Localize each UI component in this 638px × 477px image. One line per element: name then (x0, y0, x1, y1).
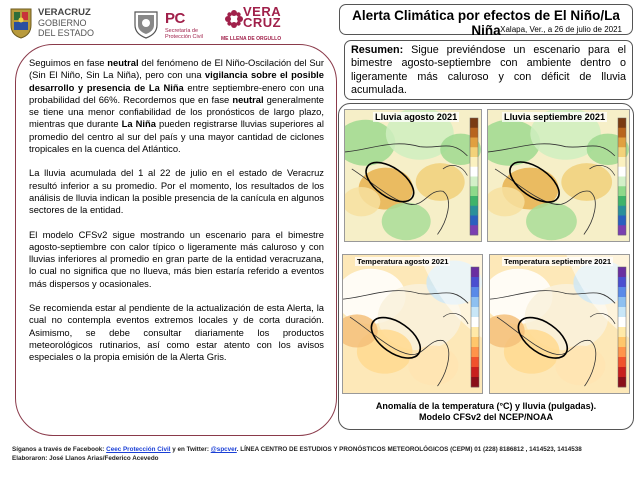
temperature-anomaly-map-image (490, 255, 629, 393)
paragraph-run: Seguimos en fase (29, 57, 108, 68)
emphasis-text: neutral (107, 57, 139, 68)
summary-text: Sigue previéndose un escenario para el bimestre agosto-septiembre con ambiente dentro o ligeramente más caluroso y con déficit de lluvia acumulada. (351, 44, 626, 96)
paragraph-rainfall-july: La lluvia acumulada del 1 al 22 de julio en el estado de Veracruz resultó inferior a su promedio. Por el momento, los resultados de los análisis de lluvia indican la posible presencia de la canícula en algunos sectores de la entidad. (29, 167, 324, 216)
veracruz-logo-line1: VERACRUZ (38, 7, 91, 18)
main-text-panel (15, 44, 337, 436)
footer-line1 (12, 446, 582, 455)
map-rain-september (487, 109, 630, 242)
map-title: Lluvia septiembre 2021 (504, 112, 606, 122)
footer-contact-text: . LÍNEA CENTRO DE ESTUDIOS Y PRONÓSTICOS METEOROLÓGICOS (CEPM) 01 (228) 8186812 , 1414523, 1414538 (236, 446, 582, 453)
footer-twitter-text: y en Twitter: (170, 446, 211, 453)
flower-ornament-icon (223, 8, 245, 30)
paragraph-recommendation: Se recomienda estar al pendiente de la actualización de esta Alerta, la cual no contempla eventos extremos locales y de corta duración. Asimismo, se debe consultar diariamente los productos meteorológicos rutinarios, así como estar atento con los avisos especiales o la propia emisión de la Alerta Gris. (29, 302, 324, 363)
temperature-anomaly-map-image (343, 255, 482, 393)
caption-line2: Modelo CFSv2 del NCEP/NOAA (418, 412, 553, 422)
footer-follow-text: Síganos a través de Facebook: (12, 446, 107, 453)
map-temp-august (342, 254, 483, 394)
paragraph-run: entre septiembre-enero con una probabilidad del 66%. Recordemos que en fase (29, 81, 324, 105)
maps-caption (339, 401, 633, 423)
map-rain-august (344, 109, 482, 242)
emphasis-text: vigilancia sobre el posible desarrollo y presencia de La Niña (29, 69, 324, 93)
pc-logo-letters: PC (165, 10, 185, 27)
caption-line1: Anomalía de la temperatura (°C) y lluvia (pulgadas). (375, 401, 597, 411)
veracruz-government-logo (6, 4, 124, 44)
paragraph-run: del fenómeno de El Niño-Oscilación del Sur (Sin El Niño, Sin La Niña), pero con una (29, 57, 325, 81)
footer (12, 446, 582, 463)
emphasis-text: neutral (232, 93, 264, 105)
footer-authors: Elaboraron: José Llanos Arias/Federico Acevedo (12, 454, 159, 462)
veracruz-orgullo-logo (221, 4, 301, 46)
summary-label: Resumen: (351, 44, 404, 56)
paragraph-run: generalmente se tiene una menor confiabilidad de los pronósticos de largo plazo, mientras que durante (29, 93, 325, 130)
paragraph-enos-status (29, 57, 324, 155)
proteccion-civil-logo (131, 6, 226, 44)
vc-logo-tagline: ME LLENA DE ORGULLO (221, 36, 282, 42)
forecast-maps-panel (338, 103, 634, 430)
dateline: Xalapa, Ver., a 26 de julio de 2021 (500, 25, 622, 34)
vc-logo-word2: CRUZ (243, 15, 282, 30)
header-logos (6, 4, 336, 44)
summary-box (344, 40, 633, 100)
map-title: Lluvia agosto 2021 (375, 112, 458, 122)
map-title: Temperatura septiembre 2021 (504, 257, 612, 266)
page-title: Alerta Climática por efectos de El Niño/La Niña (352, 8, 620, 38)
civil-protection-emblem-icon (133, 9, 159, 39)
veracruz-logo-line3: DEL ESTADO (38, 28, 95, 38)
map-temp-september (489, 254, 630, 394)
vc-logo-word1: VERA (243, 4, 282, 19)
title-box (339, 4, 633, 38)
state-crest-icon (8, 7, 34, 39)
pc-logo-subtitle: Secretaría de Protección Civil (165, 28, 203, 40)
paragraph-run: pueden registrarse lluvias superiores al promedio del centro al sur del país y una mayor cantidad de ciclones tropicales en la cuenca del Atlántico. (29, 118, 324, 155)
veracruz-logo-line2: GOBIERNO (38, 18, 87, 28)
rain-anomaly-map-image (488, 110, 629, 241)
map-title: Temperatura agosto 2021 (357, 257, 449, 266)
twitter-link[interactable]: @spcver (210, 446, 237, 453)
rain-anomaly-map-image (345, 110, 481, 241)
paragraph-cfsv2-model: El modelo CFSv2 sigue mostrando un escenario para el bimestre agosto-septiembre con calor típico o ligeramente más caluroso y con lluvias inferiores al promedio en gran parte de la entidad veracruzana, lo cual no significa que no llueva, más bien estaría referido a eventos más dispersos y ocasionales. (29, 228, 324, 289)
emphasis-text: La Niña (121, 118, 156, 130)
facebook-link[interactable]: Ceec Protección Civil (106, 446, 171, 453)
